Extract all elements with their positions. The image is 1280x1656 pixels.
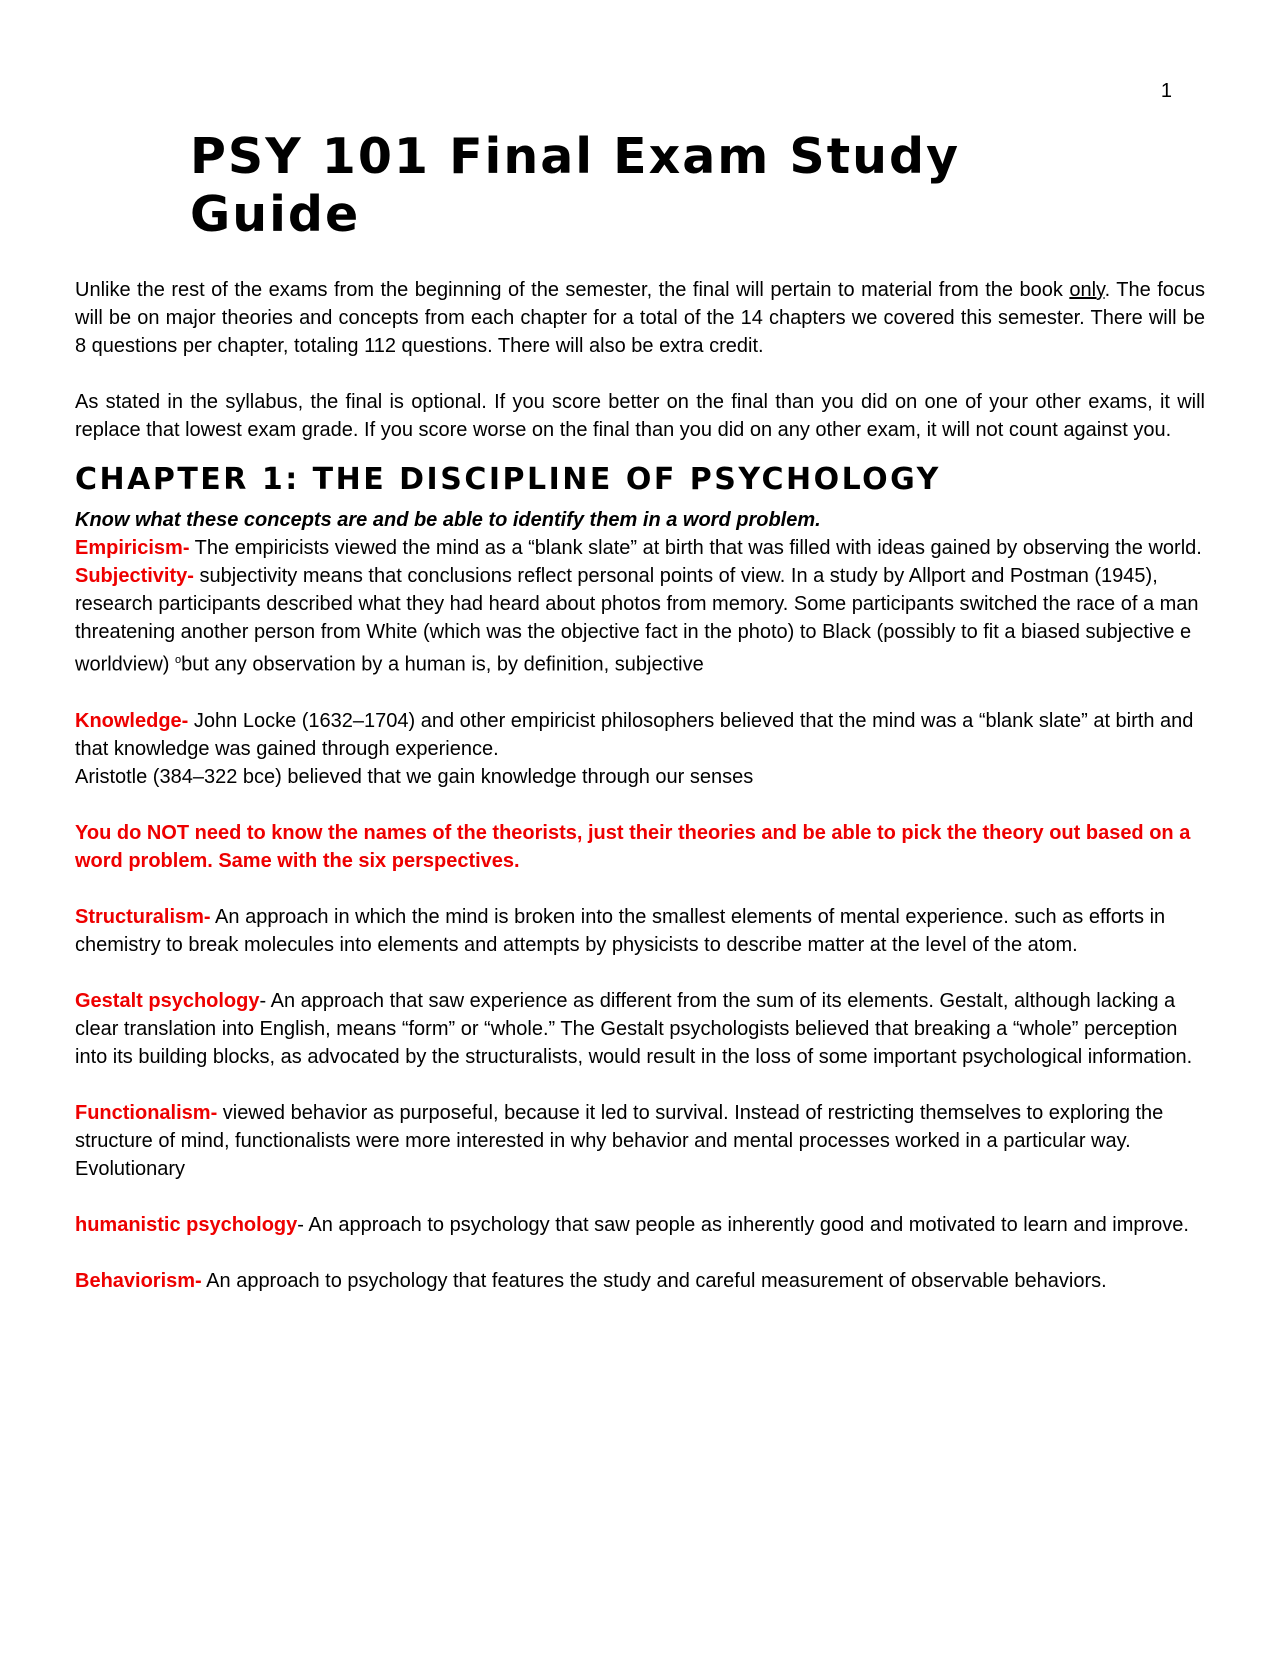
concept-definition: An approach in which the mind is broken into the smallest elements of mental experience. such as efforts in chemistry to break molecules into elements and attempts by physicists to describe matter at the level of the atom. — [75, 905, 1166, 956]
concept-knowledge — [75, 707, 1205, 763]
concept-functionalism — [75, 1099, 1205, 1183]
concept-structuralism — [75, 903, 1205, 959]
concept-term: Empiricism- — [75, 537, 190, 559]
concept-definition: John Locke (1632–1704) and other empiricist philosophers believed that the mind was a “blank slate” at birth and that knowledge was gained through experience. — [75, 709, 1194, 760]
spacer — [75, 679, 1205, 707]
concept-term: Functionalism- — [75, 1101, 218, 1124]
concept-term: Behaviorism- — [75, 1269, 202, 1292]
intro-paragraph-1 — [75, 276, 1205, 360]
concept-definition: - An approach to psychology that saw people as inherently good and motivated to learn and improve. — [297, 1213, 1189, 1236]
document-body — [75, 276, 1205, 1295]
spacer — [75, 959, 1205, 987]
concept-empiricism — [75, 534, 1205, 562]
intro-paragraph-2: As stated in the syllabus, the final is optional. If you score better on the final than you did on one of your other exams, it will replace that lowest exam grade. If you score worse on the final than you did on any other exam, it will not count against you. — [75, 391, 1205, 441]
important-note: You do NOT need to know the names of the theorists, just their theories and be able to pick the theory out based on a word problem. Same with the six perspectives. — [75, 821, 1191, 872]
concept-term: Structuralism- — [75, 905, 211, 928]
superscript-marker: o — [175, 654, 182, 666]
concept-term: Subjectivity- — [75, 565, 194, 587]
chapter-instruction: Know what these concepts are and be able to identify them in a word problem. — [75, 509, 821, 531]
concept-definition: - An approach that saw experience as different from the sum of its elements. Gestalt, although lacking a clear translation into English, means “form” or “whole.” The Gestalt psychologists believed that breaking a “whole” perception into its building blocks, as advocated by the structuralists, would result in the loss of some important psychological information. — [75, 989, 1193, 1068]
spacer — [75, 1239, 1205, 1267]
spacer — [75, 1071, 1205, 1099]
intro-text-end: . The focus will be on major theories and concepts from each chapter for a total of the 14 chapters we covered this semester. There will be 8 questions per chapter, totaling 112 questions. There will also be extra credit. — [75, 279, 1206, 357]
intro-text-start: Unlike the rest of the exams from the beginning of the semester, the final will pertain to material from the book — [75, 279, 1070, 301]
concept-definition: viewed behavior as purposeful, because it led to survival. Instead of restricting themselves to exploring the structure of mind, functionalists were more interested in why behavior and mental processes worked in a particular way. Evolutionary — [75, 1101, 1164, 1180]
concept-knowledge-line-2: Aristotle (384–322 bce) believed that we gain knowledge through our senses — [75, 765, 754, 788]
concept-definition-continued: but any observation by a human is, by definition, subjective — [181, 653, 704, 676]
concept-subjectivity — [75, 562, 1205, 679]
concept-definition: An approach to psychology that features the study and careful measurement of observable behaviors. — [201, 1269, 1107, 1292]
spacer — [75, 1183, 1205, 1211]
document-title: PSY 101 Final Exam Study Guide — [190, 128, 961, 243]
page-number: 1 — [1160, 80, 1172, 102]
spacer — [75, 791, 1205, 819]
concept-behaviorism — [75, 1267, 1205, 1295]
concept-term: Gestalt psychology — [75, 989, 260, 1012]
concept-definition: subjectivity means that conclusions reflect personal points of view. In a study by Allport and Postman (1945), research participants described what they had heard about photos from memory. Some participants switched the race of a man threatening another person from White (which was the objective fact in the photo) to Black (possibly to fit a biased subjective e worldview) — [75, 565, 1199, 676]
spacer — [75, 875, 1205, 903]
concept-humanistic — [75, 1211, 1205, 1239]
concept-term: Knowledge- — [75, 709, 189, 732]
intro-underlined-word: only — [1069, 279, 1105, 301]
concept-term: humanistic psychology — [75, 1213, 298, 1236]
concept-definition: The empiricists viewed the mind as a “blank slate” at birth that was filled with ideas gained by observing the world. — [189, 537, 1202, 559]
chapter-heading: CHAPTER 1: THE DISCIPLINE OF PSYCHOLOGY — [75, 462, 941, 497]
concept-gestalt — [75, 987, 1205, 1071]
spacer — [75, 360, 1205, 388]
